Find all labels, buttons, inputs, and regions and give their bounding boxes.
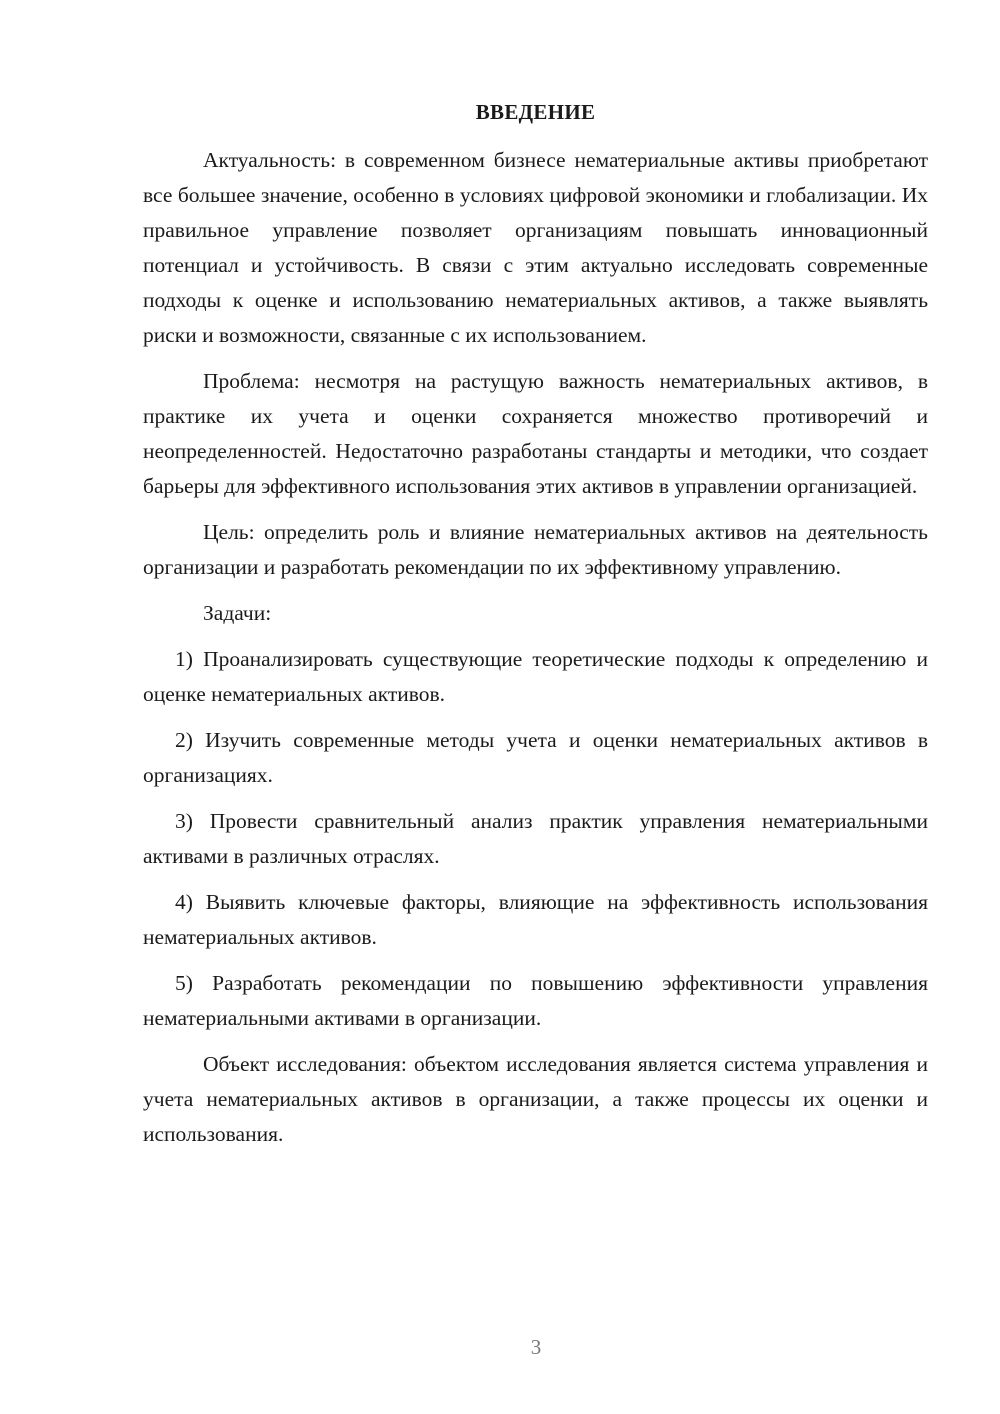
task-item-1: 1) Проанализировать существующие теоретические подходы к определению и оценке нематериальных активов. <box>143 647 928 706</box>
page-content <box>143 95 928 1163</box>
tasks-heading: Задачи: <box>203 601 272 625</box>
paragraph-relevance: Актуальность: в современном бизнесе нематериальные активы приобретают все большее значение, особенно в условиях цифровой экономики и глобализации. Их правильное управление позволяет организациям повышать инновационный потенциал и устойчивость. В связи с этим актуально исследовать современные подходы к оценке и использованию нематериальных активов, а также выявлять риски и возможности, связанные с их использованием. <box>143 148 928 347</box>
task-item-5: 5) Разработать рекомендации по повышению эффективности управления нематериальными активами в организации. <box>143 971 928 1030</box>
page-number: 3 <box>530 1335 542 1359</box>
task-item-4: 4) Выявить ключевые факторы, влияющие на эффективность использования нематериальных активов. <box>143 890 928 949</box>
task-item-2: 2) Изучить современные методы учета и оценки нематериальных активов в организациях. <box>143 728 928 787</box>
paragraph-goal: Цель: определить роль и влияние нематериальных активов на деятельность организации и разработать рекомендации по их эффективному управлению. <box>143 520 928 579</box>
section-title: ВВЕДЕНИЕ <box>475 100 596 124</box>
paragraph-problem: Проблема: несмотря на растущую важность нематериальных активов, в практике их учета и оценки сохраняется множество противоречий и неопределенностей. Недостаточно разработаны стандарты и методики, что создает барьеры для эффективного использования этих активов в управлении организацией. <box>143 369 928 498</box>
task-item-3: 3) Провести сравнительный анализ практик управления нематериальными активами в различных отраслях. <box>143 809 928 868</box>
paragraph-object: Объект исследования: объектом исследования является система управления и учета нематериальных активов в организации, а также процессы их оценки и использования. <box>143 1052 928 1146</box>
